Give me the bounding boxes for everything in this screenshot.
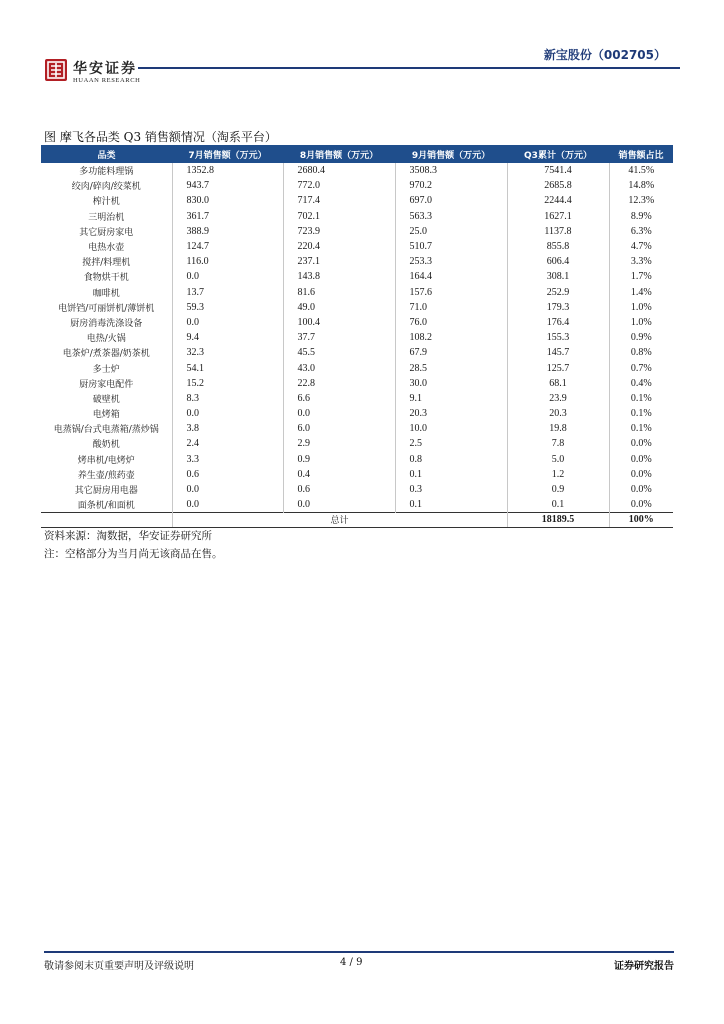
category-cell: 咖啡机	[41, 285, 172, 300]
table-row	[41, 376, 673, 391]
value-cell: 510.7	[395, 239, 507, 254]
value-cell: 124.7	[172, 239, 283, 254]
value-cell: 237.1	[283, 254, 395, 269]
total-empty-cell	[41, 512, 172, 527]
value-cell: 0.4%	[630, 377, 652, 389]
value-cell: 0.9	[283, 452, 395, 467]
table-row	[41, 345, 673, 360]
value-cell: 45.5	[283, 345, 395, 360]
category-cell: 多功能料理锅	[41, 163, 172, 178]
value-cell: 0.9	[507, 482, 609, 497]
category-cell: 破壁机	[41, 391, 172, 406]
value-cell: 13.7	[172, 285, 283, 300]
source-note: 资料来源：淘数据，华安证券研究所	[44, 530, 212, 542]
value-cell: 702.1	[283, 209, 395, 224]
table-row	[41, 421, 673, 436]
value-cell: 68.1	[507, 376, 609, 391]
value-cell: 0.1%	[630, 408, 652, 420]
footnote: 注：空格部分为当月尚无该商品在售。	[44, 548, 223, 560]
table-row	[41, 330, 673, 345]
table-row	[41, 436, 673, 451]
value-cell: 0.8	[395, 452, 507, 467]
value-cell: 23.9	[507, 391, 609, 406]
column-header: 8月销售额（万元）	[283, 145, 395, 163]
value-cell: 0.0	[172, 497, 283, 512]
value-cell: 0.0%	[630, 498, 652, 510]
total-label: 总计	[172, 512, 507, 527]
value-cell: 1.7%	[630, 271, 652, 283]
huaan-logo	[44, 58, 174, 86]
total-q3-cell: 18189.5	[507, 512, 609, 527]
value-cell: 0.6	[172, 467, 283, 482]
category-cell: 绞肉/碎肉/绞菜机	[41, 178, 172, 193]
value-cell: 0.1	[507, 497, 609, 512]
value-cell: 0.1%	[630, 392, 652, 404]
table-row	[41, 193, 673, 208]
value-cell: 252.9	[507, 285, 609, 300]
value-cell: 0.4	[283, 467, 395, 482]
value-cell: 2.9	[283, 436, 395, 451]
category-cell: 榨汁机	[41, 193, 172, 208]
value-cell: 179.3	[507, 300, 609, 315]
column-header: Q3累计（万元）	[507, 145, 609, 163]
value-cell: 41.5%	[628, 165, 655, 177]
value-cell: 6.6	[283, 391, 395, 406]
logo-text-cn: 华安证券	[73, 61, 137, 77]
value-cell: 43.0	[283, 360, 395, 375]
total-row	[41, 512, 673, 527]
value-cell: 8.3	[172, 391, 283, 406]
value-cell: 0.0	[172, 406, 283, 421]
value-cell: 20.3	[395, 406, 507, 421]
company-title: 新宝股份（002705）	[543, 48, 666, 62]
value-cell: 855.8	[507, 239, 609, 254]
table-body	[41, 163, 673, 528]
value-cell: 0.6	[283, 482, 395, 497]
value-cell: 220.4	[283, 239, 395, 254]
value-cell: 32.3	[172, 345, 283, 360]
value-cell: 2685.8	[507, 178, 609, 193]
value-cell: 157.6	[395, 285, 507, 300]
table-row	[41, 315, 673, 330]
sales-table	[41, 145, 673, 528]
category-cell: 多士炉	[41, 360, 172, 375]
value-cell: 28.5	[395, 360, 507, 375]
column-header: 销售额占比	[609, 145, 673, 163]
figure-title: 图 摩飞各品类 Q3 销售额情况（淘系平台）	[44, 130, 277, 144]
value-cell: 0.0%	[630, 468, 652, 480]
value-cell: 606.4	[507, 254, 609, 269]
value-cell: 943.7	[172, 178, 283, 193]
value-cell: 1.0%	[630, 316, 652, 328]
value-cell: 8.9%	[630, 210, 652, 222]
value-cell: 6.0	[283, 421, 395, 436]
value-cell: 7541.4	[507, 163, 609, 178]
value-cell: 176.4	[507, 315, 609, 330]
table-row	[41, 391, 673, 406]
value-cell: 15.2	[172, 376, 283, 391]
footer-report-type: 证券研究报告	[614, 961, 674, 972]
value-cell: 253.3	[395, 254, 507, 269]
value-cell: 0.9%	[630, 332, 652, 344]
value-cell: 970.2	[395, 178, 507, 193]
value-cell: 12.3%	[628, 195, 655, 207]
value-cell: 0.0%	[630, 453, 652, 465]
total-share-cell: 100%	[609, 512, 673, 527]
value-cell: 10.0	[395, 421, 507, 436]
footer-disclaimer: 敬请参阅末页重要声明及评级说明	[44, 961, 194, 972]
column-header: 品类	[41, 145, 172, 163]
value-cell: 7.8	[507, 436, 609, 451]
value-cell: 143.8	[283, 269, 395, 284]
value-cell: 22.8	[283, 376, 395, 391]
value-cell: 1352.8	[172, 163, 283, 178]
value-cell: 830.0	[172, 193, 283, 208]
value-cell: 145.7	[507, 345, 609, 360]
value-cell: 54.1	[172, 360, 283, 375]
value-cell: 155.3	[507, 330, 609, 345]
value-cell: 71.0	[395, 300, 507, 315]
table-row	[41, 209, 673, 224]
value-cell: 108.2	[395, 330, 507, 345]
value-cell: 25.0	[395, 224, 507, 239]
table-row	[41, 254, 673, 269]
table-row	[41, 467, 673, 482]
table-row	[41, 497, 673, 512]
value-cell: 0.3	[395, 482, 507, 497]
value-cell: 717.4	[283, 193, 395, 208]
value-cell: 388.9	[172, 224, 283, 239]
column-header: 7月销售额（万元）	[172, 145, 283, 163]
value-cell: 0.0	[172, 315, 283, 330]
value-cell: 125.7	[507, 360, 609, 375]
value-cell: 116.0	[172, 254, 283, 269]
category-cell: 其它厨房用电器	[41, 482, 172, 497]
value-cell: 1.0%	[630, 301, 652, 313]
table-row	[41, 239, 673, 254]
category-cell: 电热/火锅	[41, 330, 172, 345]
value-cell: 30.0	[395, 376, 507, 391]
table-row	[41, 224, 673, 239]
value-cell: 9.1	[395, 391, 507, 406]
logo-text-en: HUAAN RESEARCH	[73, 77, 141, 84]
value-cell: 772.0	[283, 178, 395, 193]
table-row	[41, 285, 673, 300]
value-cell: 19.8	[507, 421, 609, 436]
value-cell: 308.1	[507, 269, 609, 284]
value-cell: 3.3%	[630, 256, 652, 268]
category-cell: 面条机/和面机	[41, 497, 172, 512]
table-row	[41, 300, 673, 315]
value-cell: 0.1	[395, 467, 507, 482]
value-cell: 164.4	[395, 269, 507, 284]
value-cell: 3.8	[172, 421, 283, 436]
value-cell: 0.7%	[630, 362, 652, 374]
category-cell: 电茶炉/煮茶器/奶茶机	[41, 345, 172, 360]
value-cell: 1.4%	[630, 286, 652, 298]
table-row	[41, 360, 673, 375]
value-cell: 3508.3	[395, 163, 507, 178]
category-cell: 酸奶机	[41, 436, 172, 451]
value-cell: 9.4	[172, 330, 283, 345]
table-row	[41, 482, 673, 497]
value-cell: 0.1%	[630, 423, 652, 435]
header-rule	[138, 67, 680, 69]
value-cell: 20.3	[507, 406, 609, 421]
value-cell: 0.0	[283, 406, 395, 421]
value-cell: 1627.1	[507, 209, 609, 224]
table-header	[41, 145, 673, 163]
category-cell: 烤串机/电烤炉	[41, 452, 172, 467]
category-cell: 其它厨房家电	[41, 224, 172, 239]
value-cell: 0.8%	[630, 347, 652, 359]
table-row	[41, 406, 673, 421]
value-cell: 1137.8	[507, 224, 609, 239]
value-cell: 0.0	[283, 497, 395, 512]
category-cell: 三明治机	[41, 209, 172, 224]
category-cell: 食物烘干机	[41, 269, 172, 284]
value-cell: 697.0	[395, 193, 507, 208]
category-cell: 电蒸锅/台式电蒸箱/蒸炒锅	[41, 421, 172, 436]
table-row	[41, 269, 673, 284]
value-cell: 2.5	[395, 436, 507, 451]
value-cell: 81.6	[283, 285, 395, 300]
value-cell: 2.4	[172, 436, 283, 451]
value-cell: 67.9	[395, 345, 507, 360]
value-cell: 2680.4	[283, 163, 395, 178]
value-cell: 49.0	[283, 300, 395, 315]
huaan-seal-icon	[44, 58, 68, 82]
value-cell: 361.7	[172, 209, 283, 224]
category-cell: 养生壶/煎药壶	[41, 467, 172, 482]
value-cell: 563.3	[395, 209, 507, 224]
value-cell: 59.3	[172, 300, 283, 315]
table-row	[41, 178, 673, 193]
value-cell: 76.0	[395, 315, 507, 330]
category-cell: 搅拌/料理机	[41, 254, 172, 269]
table-row	[41, 163, 673, 178]
column-header: 9月销售额（万元）	[395, 145, 507, 163]
value-cell: 0.0%	[630, 484, 652, 496]
value-cell: 100.4	[283, 315, 395, 330]
value-cell: 5.0	[507, 452, 609, 467]
value-cell: 1.2	[507, 467, 609, 482]
category-cell: 电烤箱	[41, 406, 172, 421]
value-cell: 4.7%	[630, 241, 652, 253]
value-cell: 37.7	[283, 330, 395, 345]
value-cell: 723.9	[283, 224, 395, 239]
value-cell: 0.0	[172, 482, 283, 497]
value-cell: 0.0	[172, 269, 283, 284]
page-number: 4 / 9	[340, 957, 363, 968]
table-row	[41, 452, 673, 467]
category-cell: 电饼铛/可丽饼机/薄饼机	[41, 300, 172, 315]
page-header	[44, 40, 680, 88]
value-cell: 2244.4	[507, 193, 609, 208]
footer-rule	[44, 951, 674, 953]
category-cell: 厨房消毒洗涤设备	[41, 315, 172, 330]
category-cell: 厨房家电配件	[41, 376, 172, 391]
value-cell: 3.3	[172, 452, 283, 467]
value-cell: 6.3%	[630, 225, 652, 237]
value-cell: 14.8%	[628, 180, 655, 192]
value-cell: 0.1	[395, 497, 507, 512]
category-cell: 电热水壶	[41, 239, 172, 254]
value-cell: 0.0%	[630, 438, 652, 450]
